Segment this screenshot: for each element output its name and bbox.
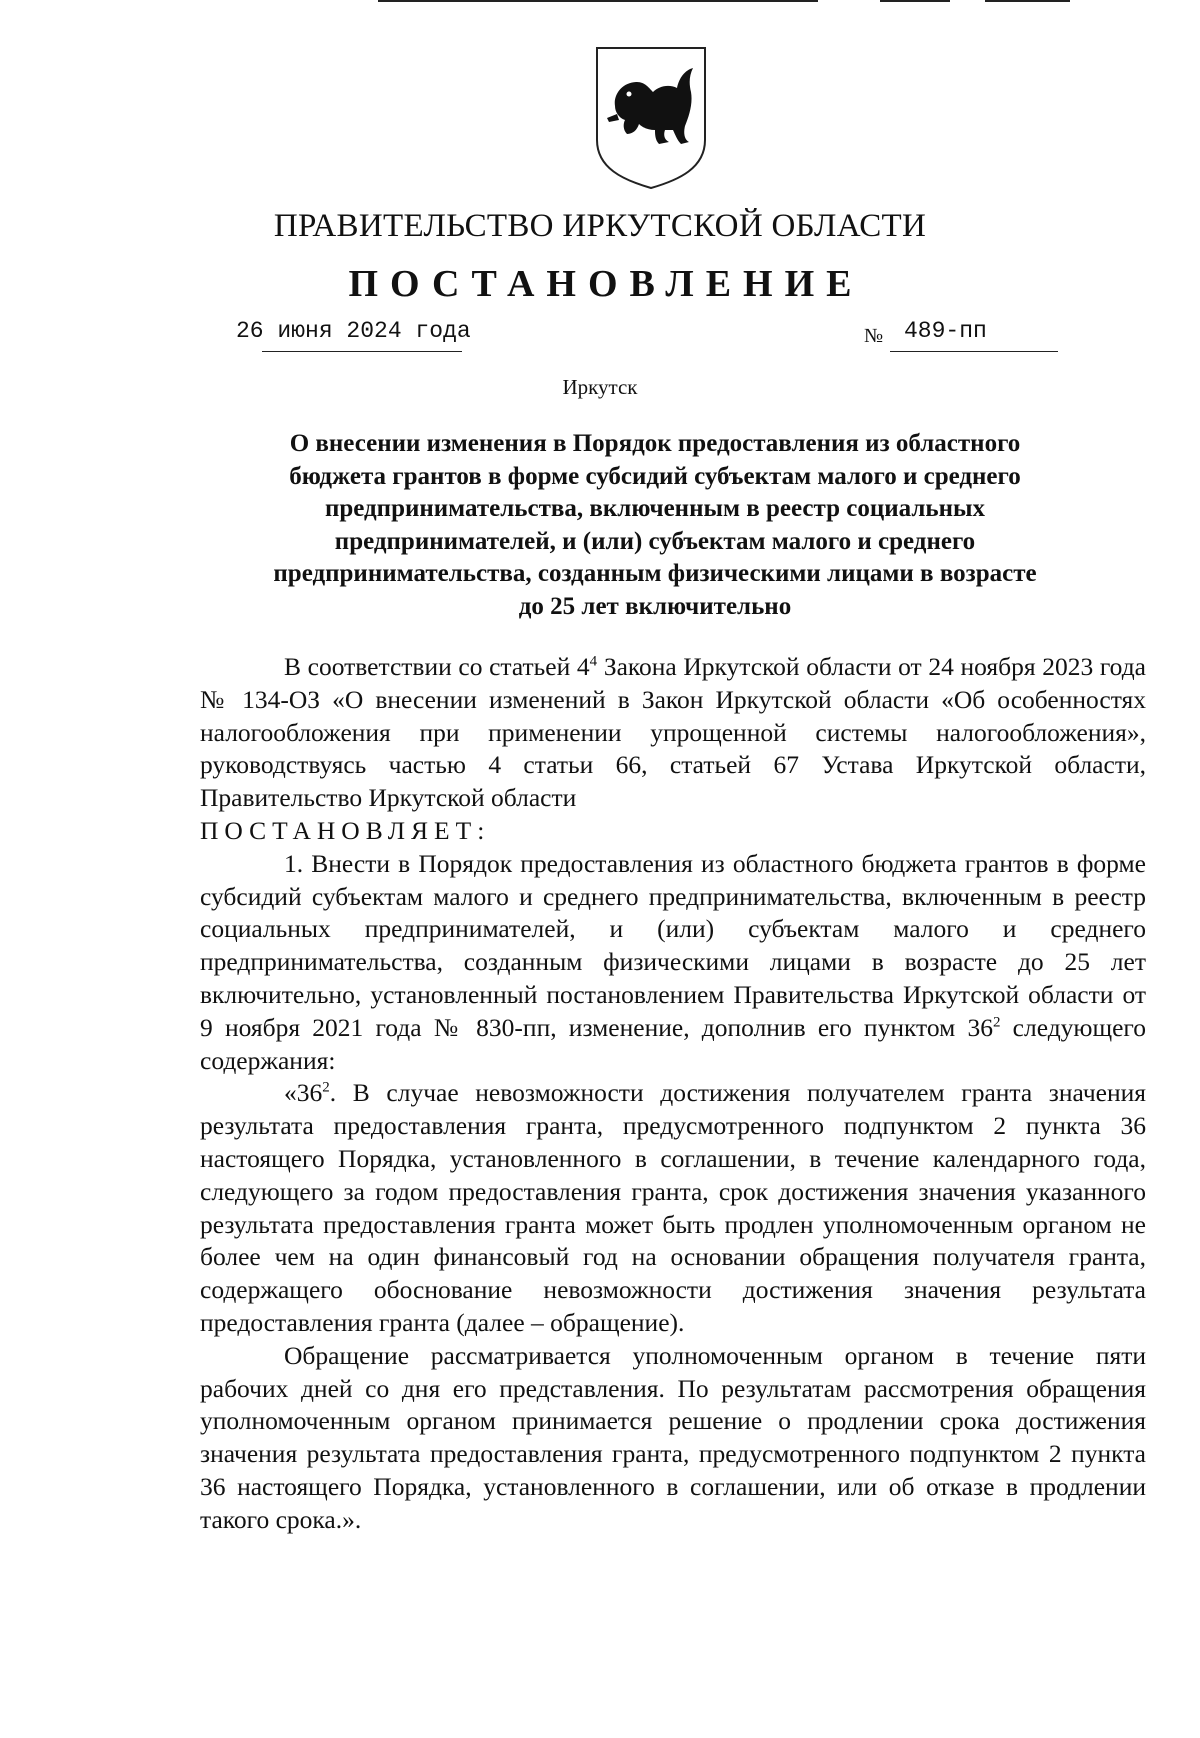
top-scan-line-3 [985,0,1070,2]
coat-of-arms-icon [593,44,709,190]
title-line: предпринимательства, созданным физическими лицами в возрасте [273,560,1037,587]
preamble-superscript: 4 [589,653,598,670]
quote-1-text-a: «36 [284,1078,323,1108]
title-line: предпринимательства, включенным в реестр социальных [324,495,986,522]
title-line: предпринимателей, и (или) субъектам малого и среднего [334,527,976,555]
document-number: 489-пп [904,318,987,344]
top-scan-line-2 [880,0,950,2]
document-date: 26 июня 2024 года [236,318,471,344]
item-1-text-b: следующего содержания: [200,1012,1146,1075]
preamble-paragraph [200,651,1146,815]
item-1-text-a: 1. Внести в Порядок предоставления из областного бюджета грантов в форме субсидий субъектам малого и среднего предпринимательства, включенным в реестр социальных предпринимателей, и (или) субъектам малого и среднего предпринимательства, созданным физическими лицами в возрасте до 25 лет включительно, установленный постановлением Правительства Иркутской области от 9 ноября 2021 года № 830-пп, изменение, дополнив его пунктом 36 [200,848,1146,1042]
preamble-text-a: В соответствии со статьей 4 [284,652,590,681]
number-sign: № [864,325,884,347]
decree-word: ПОСТАНОВЛЯЕТ: [200,815,491,845]
quote-1-text-b: . В случае невозможности достижения получателем гранта значения результата предоставления гранта, предусмотренного подпунктом 2 пункта 36 настоящего Порядка, установленного в соглашении, в течение календарного года, следующего за годом предоставления гранта, срок достижения значения указанного результата предоставления гранта может быть продлен уполномоченным органом не более чем на один финансовый год на основании обращения получателя гранта, содержащего обоснование невозможности достижения значения результата предоставления гранта (далее – обращение). [200,1078,1146,1337]
city-name: Иркутск [562,375,638,399]
item-1-paragraph [200,848,1146,1078]
document-body [200,651,1146,1537]
title-line: до 25 лет включительно [518,592,792,620]
date-underline [262,351,462,352]
title-line: бюджета грантов в форме субсидий субъектам малого и среднего [289,462,1021,490]
title-line: О внесении изменения в Порядок предоставления из областного [289,430,1021,457]
quote-paragraph-2: Обращение рассматривается уполномоченным органом в течение пяти рабочих дней со дня его представления. По результатам рассмотрения обращения уполномоченным органом принимается решение о продлении срока достижения значения результата предоставления гранта, предусмотренного подпунктом 2 пункта 36 настоящего Порядка, установленного в соглашении, или об отказе в продлении такого срока.». [200,1340,1146,1534]
quote-paragraph-1 [200,1077,1146,1339]
document-type: ПОСТАНОВЛЕНИЕ [348,263,864,305]
top-scan-line [378,0,818,2]
quote-1-superscript: 2 [322,1079,330,1096]
government-name: ПРАВИТЕЛЬСТВО ИРКУТСКОЙ ОБЛАСТИ [273,208,927,244]
number-underline [890,351,1058,352]
preamble-text-b: Закона Иркутской области от 24 ноября 2023 года № 134-ОЗ «О внесении изменений в Закон Иркутской области «Об особенностях налогообложения при применении упрощенной системы налогообложения», руководствуясь частью 4 статьи 66, статьей 67 Устава Иркутской области, Правительство Иркутской области [200,652,1146,813]
document-title [220,428,1090,623]
item-1-superscript: 2 [992,1014,1001,1031]
